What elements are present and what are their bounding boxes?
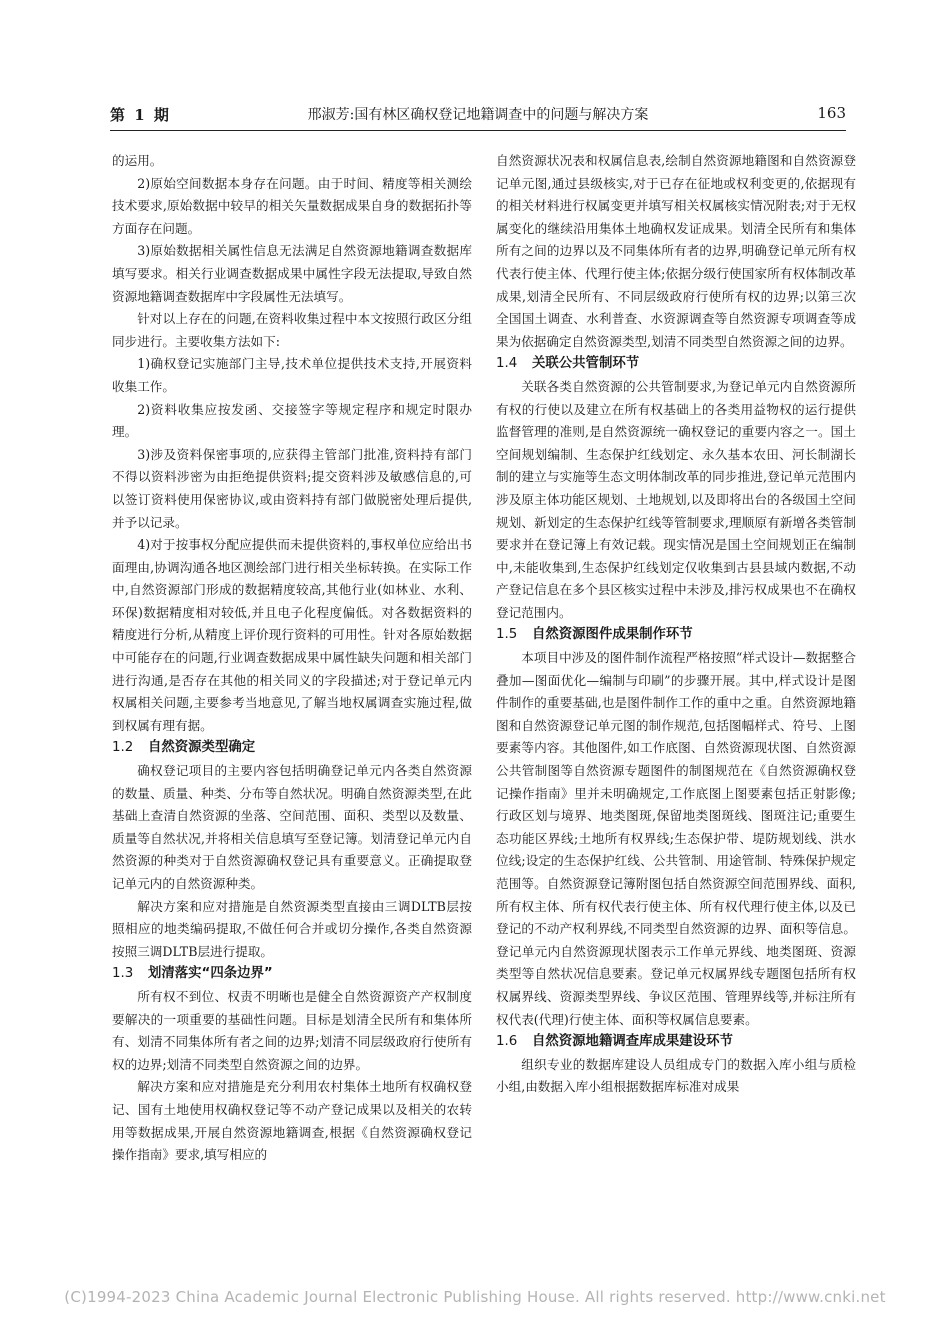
paragraph: 确权登记项目的主要内容包括明确登记单元内各类自然资源的数量、质量、种类、分布等自然状况。明确自然资源类型,在此基础上查清自然资源的坐落、空间范围、面积、类型以及数量、质量等自然状况,并将相关信息填写至登记簿。划清登记单元内自然资源的种类对于自然资源确权登记具有重要意义。正确提取登记单元内的自然资源种类。	[112, 763, 472, 891]
copyright-footer: (C)1994-2023 China Academic Journal Electronic Publishing House. All rights reserved. http://www.cnki.net	[64, 1288, 886, 1306]
section-heading-1-2	[112, 737, 472, 760]
page-number: 163	[817, 104, 846, 122]
section-heading-1-5	[496, 624, 856, 647]
right-column	[496, 150, 856, 1099]
paragraph: 2)资料收集应按发函、交接签字等规定程序和规定时限办理。	[112, 401, 472, 440]
paragraph: 3)原始数据相关属性信息无法满足自然资源地籍调查数据库填写要求。相关行业调查数据成果中属性字段无法提取,导致自然资源地籍调查数据库中字段属性无法填写。	[112, 243, 472, 304]
paragraph: 针对以上存在的问题,在资料收集过程中本文按照行政区分组同步进行。主要收集方法如下:	[112, 311, 472, 349]
issue-number: 第 1 期	[110, 106, 171, 124]
paragraph: 1)确权登记实施部门主导,技术单位提供技术支持,开展资料收集工作。	[112, 356, 472, 394]
paragraph: 组织专业的数据库建设人员组成专门的数据入库小组与质检小组,由数据入库小组根据数据库标准对成果	[496, 1056, 856, 1095]
section-title: 自然资源图件成果制作环节	[532, 627, 693, 643]
section-title: 关联公共管制环节	[532, 356, 640, 372]
paragraph: 2)原始空间数据本身存在问题。由于时间、精度等相关测绘技术要求,原始数据中较早的相关矢量数据成果自身的数据拓扑等方面存在问题。	[112, 175, 472, 236]
running-header	[110, 104, 846, 131]
paragraph: 自然资源状况表和权属信息表,绘制自然资源地籍图和自然资源登记单元图,通过县级核实,对于已存在征地或权利变更的,依据现有的相关材料进行权属变更并填写相关权属核实情况附表;对于无权属变化的继续沿用集体土地确权发证成果。划清全民所有和集体所有之间的边界以及不同集体所有者的边界,明确登记单元所有权代表行使主体、代理行使主体;依据分级行使国家所有权体制改革成果,划清全民所有、不同层级政府行使所有权的边界;以第三次全国国土调查、水利普查、水资源调查等自然资源专项调查等成果为依据确定自然资源类型,划清不同类型自然资源之间的边界。	[496, 153, 856, 349]
section-heading-1-4	[496, 353, 856, 376]
paragraph: 的运用。	[112, 153, 163, 168]
paragraph: 解决方案和应对措施是充分利用农村集体土地所有权确权登记、国有土地使用权确权登记等不动产登记成果以及相关的农转用等数据成果,开展自然资源地籍调查,根据《自然资源确权登记操作指南》要求,填写相应的	[112, 1079, 472, 1163]
section-heading-1-6	[496, 1031, 856, 1054]
section-title: 自然资源地籍调查库成果建设环节	[532, 1034, 733, 1050]
section-title: 划清落实“四条边界”	[148, 966, 273, 982]
running-title: 邢淑芳:国有林区确权登记地籍调查中的问题与解决方案	[307, 107, 649, 123]
paragraph: 本项目中涉及的图件制作流程严格按照“样式设计—数据整合叠加—图面优化—编制与印刷”的步骤开展。其中,样式设计是图件制作的重要基础,也是图件制作工作的重中之重。自然资源地籍图和自然资源登记单元图的制作规范,包括图幅样式、符号、上图要素等内容。其他图件,如工作底图、自然资源现状图、自然资源公共管制图等自然资源专题图件的制图规范在《自然资源确权登记操作指南》里并未明确规定,工作底图上图要素包括正射影像;行政区划与境界、地类图斑,保留地类图斑线、图斑注记;重要生态功能区界线;土地所有权界线;生态保护带、堤防规划线、洪水位线;设定的生态保护红线、公共管制、用途管制、特殊保护规定范围等。自然资源登记簿附图包括自然资源空间范围界线、面积,所有权主体、所有权代表行使主体、所有权代理行使主体,以及已登记的不动产权利界线,不同类型自然资源的边界、面积等信息。登记单元内自然资源现状图表示工作单元界线、地类图斑、资源类型等自然状况信息要素。登记单元权属界线专题图包括所有权权属界线、资源类型界线、争议区范围、管理界线等,并标注所有权代表(代理)行使主体、面积等权属信息要素。	[496, 650, 856, 1027]
paragraph: 解决方案和应对措施是自然资源类型直接由三调DLTB层按照相应的地类编码提取,不做任何合并或切分操作,各类自然资源按照三调DLTB层进行提取。	[112, 898, 472, 959]
paragraph: 关联各类自然资源的公共管制要求,为登记单元内自然资源所有权的行使以及建立在所有权基础上的各类用益物权的运行提供监督管理的准则,是自然资源统一确权登记的重要内容之一。国土空间规划编制、生态保护红线划定、永久基本农田、河长制湖长制的建立与实施等生态文明体制改革的同步推进,登记单元范围内涉及原主体功能区规划、土地规划,以及即将出台的各级国土空间规划、新划定的生态保护红线等管制要求,理顺原有新增各类管制要求并在登记簿上有效记载。现实情况是国土空间规划正在编制中,未能收集到,生态保护红线划定仅收集到古县县域内数据,不动产登记信息在多个县区核实过程中未涉及,排污权成果也不在确权登记范围内。	[496, 378, 856, 620]
paragraph: 3)涉及资料保密事项的,应获得主管部门批准,资料持有部门不得以资料涉密为由拒绝提供资料;提交资料涉及敏感信息的,可以签订资料使用保密协议,或由资料持有部门做脱密处理后提供,并予以记录。	[112, 446, 472, 530]
paragraph: 所有权不到位、权责不明晰也是健全自然资源资产产权制度要解决的一项重要的基础性问题。目标是划清全民所有和集体所有、划清不同集体所有者之间的边界;划清不同层级政府行使所有权的边界;划清不同类型自然资源之间的边界。	[112, 988, 472, 1072]
section-number: 1.3	[112, 966, 134, 982]
section-heading-1-3	[112, 963, 472, 986]
paragraph: 4)对于按事权分配应提供而未提供资料的,事权单位应给出书面理由,协调沟通各地区测绘部门进行相关坐标转换。在实际工作中,自然资源部门形成的数据精度较高,其他行业(如林业、水利、环保)数据精度相对较低,并且电子化程度偏低。对各数据资料的精度进行分析,从精度上评价现行资料的可用性。针对各原始数据中可能存在的问题,行业调查数据成果中属性缺失问题和相关部门进行沟通,是否存在其他的相关同义的字段描述;对于登记单元内权属相关问题,主要参考当地意见,了解当地权属调查实施过程,做到权属有理有据。	[112, 537, 472, 733]
section-number: 1.5	[496, 627, 518, 643]
section-number: 1.6	[496, 1034, 518, 1050]
section-number: 1.4	[496, 356, 518, 372]
section-number: 1.2	[112, 740, 134, 756]
section-title: 自然资源类型确定	[148, 740, 256, 756]
left-column	[112, 150, 472, 1167]
